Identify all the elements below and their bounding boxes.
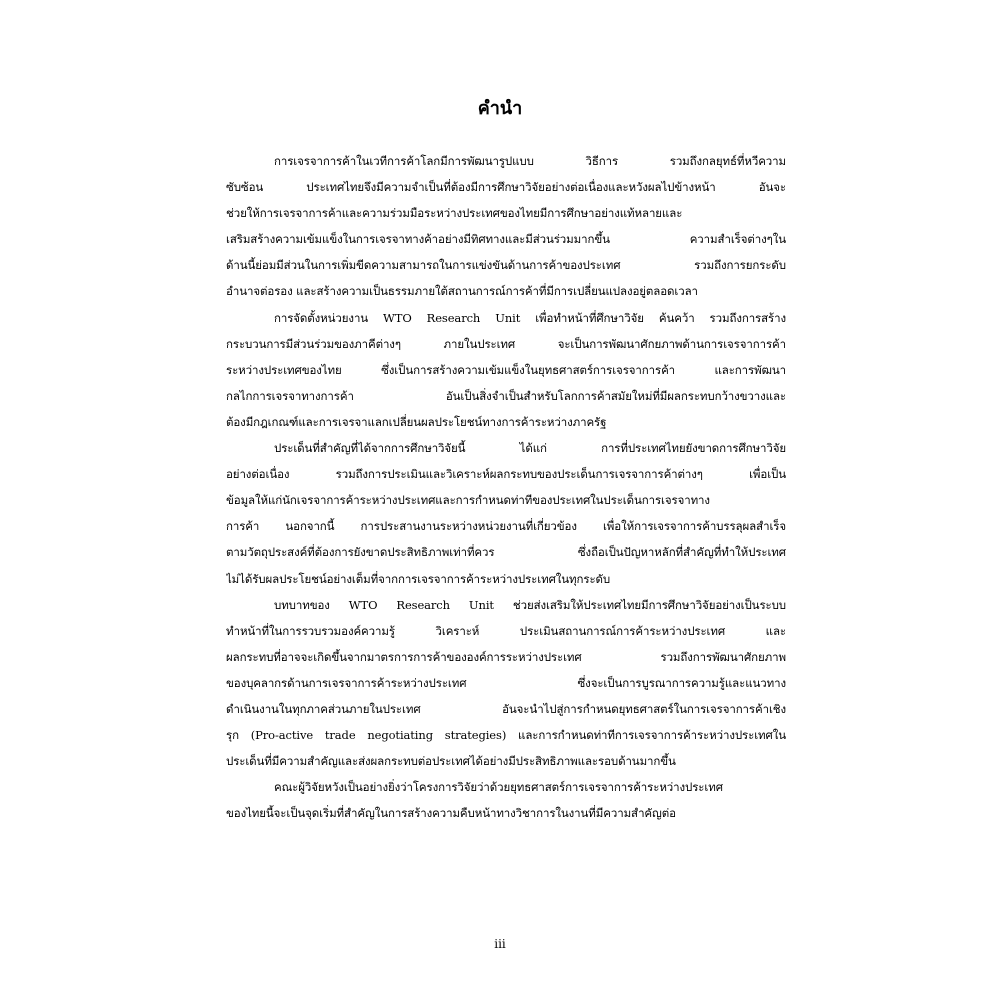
paragraph [226, 592, 786, 775]
text-line: อย่างต่อเนื่อง รวมถึงการประเมินและวิเคราะห์ผลกระทบของประเด็นการเจรจาการค้าต่างๆ เพื่อเป็น [226, 467, 786, 482]
body-text [226, 148, 786, 826]
text-line: ประเด็นที่สำคัญที่ได้จากการศึกษาวิจัยนี้ ได้แก่ การที่ประเทศไทยยังขาดการศึกษาวิจัย [274, 441, 786, 456]
text-line: บทบาทของ WTO Research Unit ช่วยส่งเสริมให้ประเทศไทยมีการศึกษาวิจัยอย่างเป็นระบบ [274, 597, 786, 612]
text-line: ซับซ้อน ประเทศไทยจึงมีความจำเป็นที่ต้องมีการศึกษาวิจัยอย่างต่อเนื่องและหวังผลไปข้างหน้า อันจะ [226, 180, 786, 195]
page-title: คำนำ [477, 98, 523, 119]
text-line: อำนาจต่อรอง และสร้างความเป็นธรรมภายใต้สถานการณ์การค้าที่มีการเปลี่ยนแปลงอยู่ตลอดเวลา [226, 284, 698, 299]
text-line: การเจรจาการค้าในเวทีการค้าโลกมีการพัฒนารูปแบบ วิธีการ รวมถึงกลยุทธ์ที่หวีความ [274, 154, 786, 168]
text-line: ระหว่างประเทศของไทย ซึ่งเป็นการสร้างความเข้มแข็งในยุทธศาสตร์การเจรจาการค้า และการพัฒนา [226, 362, 786, 377]
text-line: ต้องมีกฎเกณฑ์และการเจรจาแลกเปลี่ยนผลประโยชน์ทางการค้าระหว่างภาครัฐ [226, 414, 607, 429]
text-line: ข้อมูลให้แก่นักเจรจาการค้าระหว่างประเทศและการกำหนดท่าทีของประเทศในประเด็นการเจรจาทาง [226, 493, 710, 508]
text-line: การค้า นอกจากนี้ การประสานงานระหว่างหน่วยงานที่เกี่ยวข้อง เพื่อให้การเจรจาการค้าบรรลุผลสำเร็จ [226, 519, 786, 534]
text-line: เสริมสร้างความเข้มแข็งในการเจรจาทางค้าอย่างมีทิศทางและมีส่วนร่วมมากขึ้น ความสำเร็จต่างๆใน [226, 232, 786, 247]
text-line: ทำหน้าที่ในการรวบรวมองค์ความรู้ วิเคราะห์ ประเมินสถานการณ์การค้าระหว่างประเทศ และ [226, 623, 786, 638]
text-line: ของบุคลากรด้านการเจรจาการค้าระหว่างประเทศ ซึ่งจะเป็นการบูรณาการความรู้และแนวทาง [226, 675, 786, 690]
page-number: iii [494, 937, 506, 951]
text-line: คณะผู้วิจัยหวังเป็นอย่างยิ่งว่าโครงการวิจัยว่าด้วยยุทธศาสตร์การเจรจาการค้าระหว่างประเทศ [274, 780, 723, 795]
text-line: ประเด็นที่มีความสำคัญและส่งผลกระทบต่อประเทศได้อย่างมีประสิทธิภาพและรอบด้านมากขึ้น [226, 754, 676, 769]
text-line: ตามวัตถุประสงค์ที่ต้องการยังขาดประสิทธิภาพเท่าที่ควร ซึ่งถือเป็นปัญหาหลักที่สำคัญที่ทำให้ประเทศ [226, 545, 786, 560]
text-line: ช่วยให้การเจรจาการค้าและความร่วมมือระหว่างประเทศของไทยมีการศึกษาอย่างแท้หลายและ [226, 206, 683, 221]
text-line: ของไทยนี้จะเป็นจุดเริ่มที่สำคัญในการสร้างความคืบหน้าทางวิชาการในงานที่มีความสำคัญต่อ [226, 806, 676, 821]
text-line: ผลกระทบที่อาจจะเกิดขึ้นจากมาตรการการค้าขององค์การระหว่างประเทศ รวมถึงการพัฒนาศักยภาพ [226, 649, 786, 664]
paragraph [226, 774, 786, 826]
paragraph [226, 305, 786, 435]
text-line: ด้านนี้ย่อมมีส่วนในการเพิ่มขีดความสามารถในการแข่งขันด้านการค้าของประเทศ รวมถึงการยกระดับ [226, 258, 786, 273]
text-line: รุก (Pro-active trade negotiating strategies) และการกำหนดท่าทีการเจรจาการค้าระหว่างประเทศใน [226, 728, 786, 743]
text-line: กลไกการเจรจาทางการค้า อันเป็นสิ่งจำเป็นสำหรับโลกการค้าสมัยใหม่ที่มีผลกระทบกว้างขวางและ [226, 388, 786, 403]
paragraph [226, 435, 786, 592]
text-line: ดำเนินงานในทุกภาคส่วนภายในประเทศ อันจะนำไปสู่การกำหนดยุทธศาสตร์ในการเจรจาการค้าเชิง [226, 701, 786, 716]
text-line: การจัดตั้งหน่วยงาน WTO Research Unit เพื่อทำหน้าที่ศึกษาวิจัย ค้นคว้า รวมถึงการสร้าง [274, 310, 786, 325]
paragraph [226, 148, 786, 305]
text-line: กระบวนการมีส่วนร่วมของภาคีต่างๆ ภายในประเทศ จะเป็นการพัฒนาศักยภาพด้านการเจรจาการค้า [226, 336, 786, 351]
text-line: ไม่ได้รับผลประโยชน์อย่างเต็มที่จากการเจรจาการค้าระหว่างประเทศในทุกระดับ [226, 571, 611, 586]
